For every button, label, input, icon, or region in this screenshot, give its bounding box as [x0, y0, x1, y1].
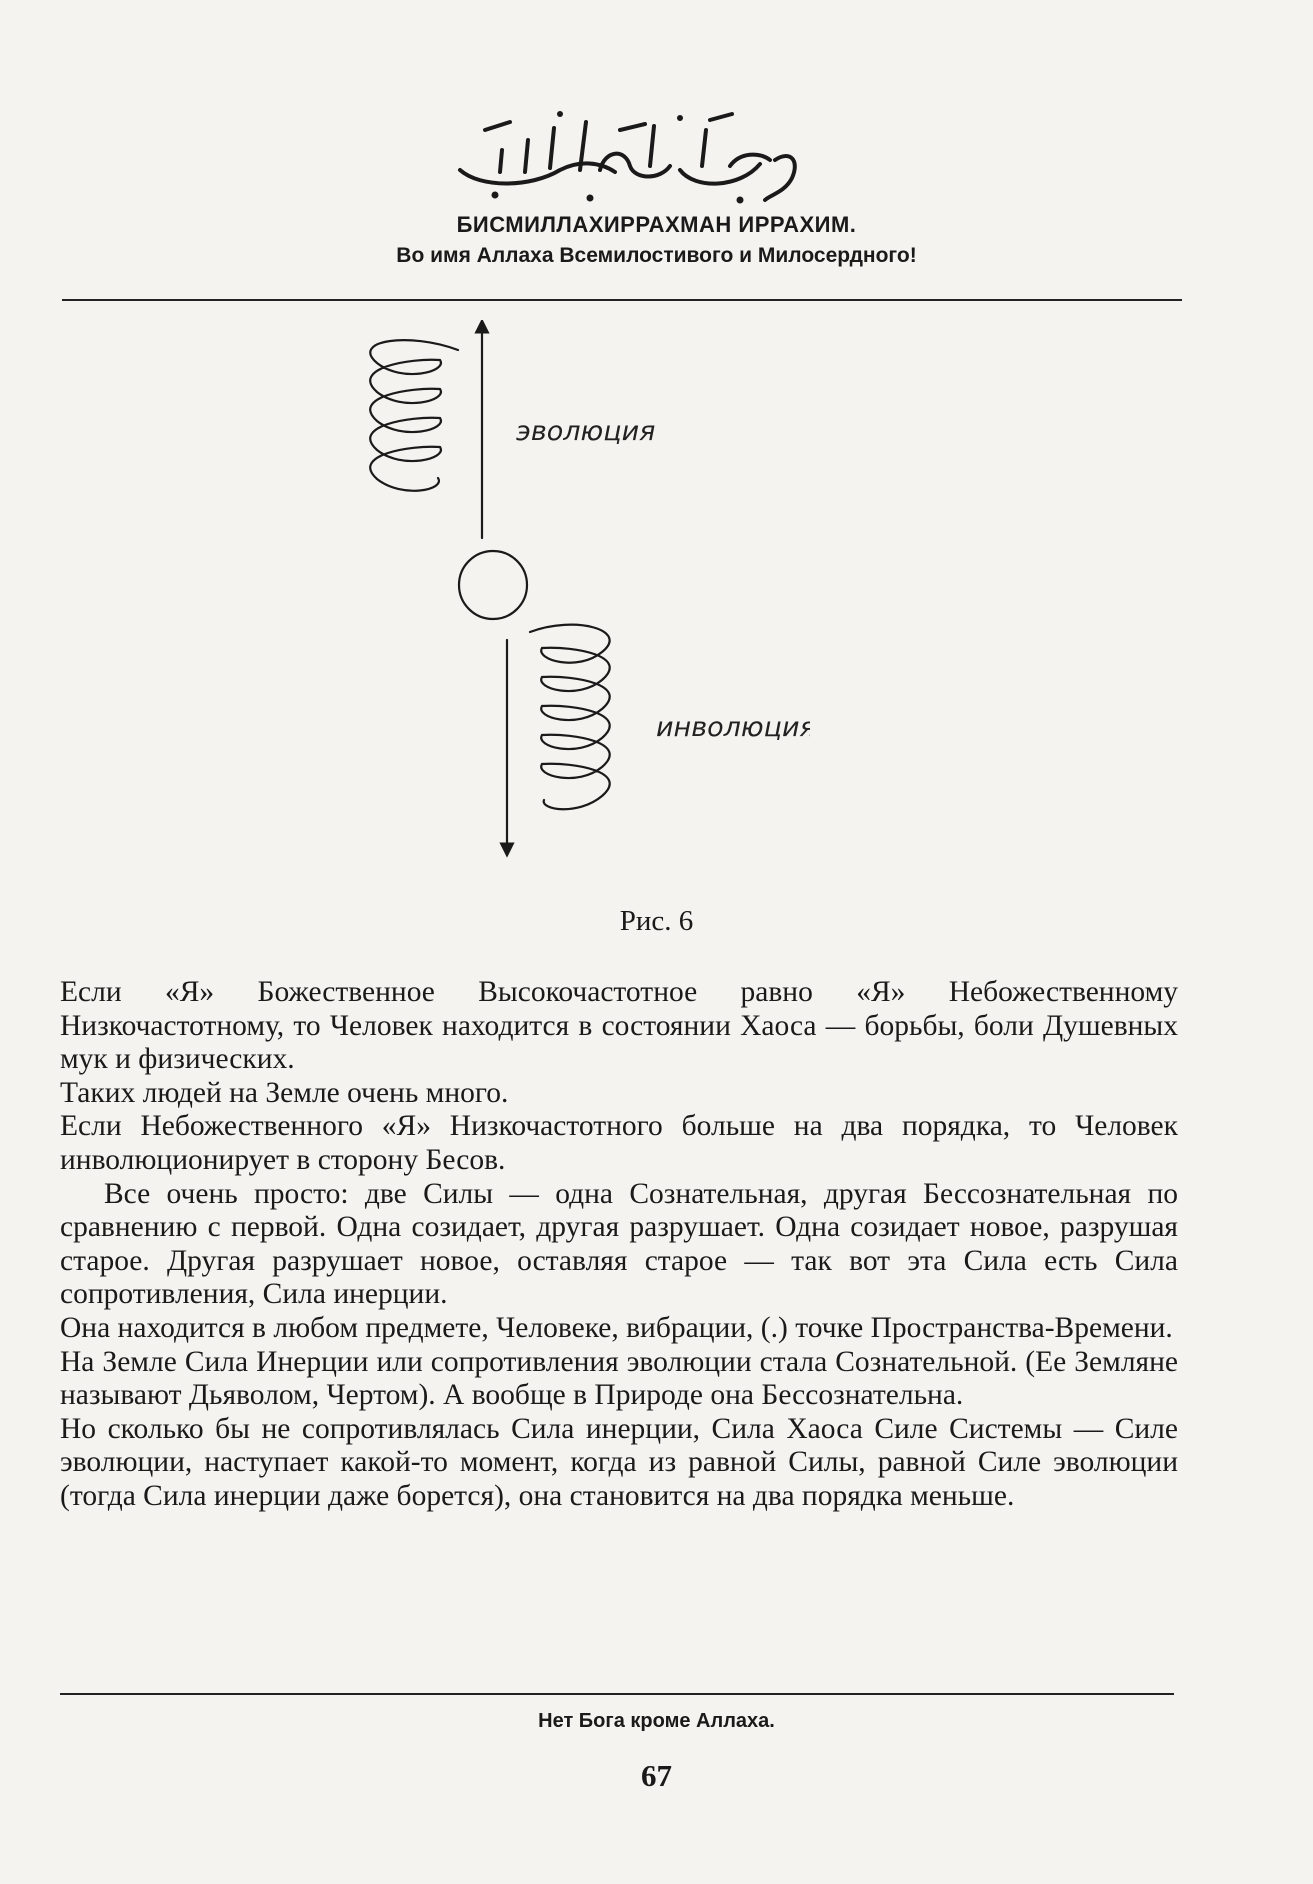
involution-label: инволюция	[656, 712, 810, 743]
basmala-translation: Во имя Аллаха Всемилостивого и Милосердного!	[396, 244, 917, 267]
origin-circle	[459, 551, 527, 619]
basmala-calligraphy	[440, 100, 820, 210]
calligraphy-drawing	[440, 100, 820, 210]
involution-spiral	[530, 625, 610, 810]
header-divider	[62, 299, 1182, 301]
page-number: 67	[641, 1758, 672, 1793]
evolution-spiral	[370, 340, 458, 491]
paragraph: Она находится в любом предмете, Человеке, вибрации, (.) точке Пространства-Времени.	[60, 1311, 1173, 1344]
paragraph: Все очень просто: две Силы — одна Сознательная, другая Бессознательная по сравнению с первой. Одна созидает, другая разрушает. Одна созидает новое, разрушая старое. Другая разрушает новое, оставляя старое — так вот эта Сила есть Сила сопротивления, Сила инерции.	[60, 1177, 1178, 1311]
paragraph: Таких людей на Земле очень много.	[60, 1076, 509, 1109]
paragraph: Но сколько бы не сопротивлялась Сила инерции, Сила Хаоса Силе Системы — Силе эволюции, наступает какой-то момент, когда из равной Силы, равной Силе эволюции (тогда Сила инерции даже борется), она становится на два порядка меньше.	[60, 1412, 1178, 1512]
paragraph: Если «Я» Божественное Высокочастотное равно «Я» Небожественному Низкочастотному, то Человек находится в состоянии Хаоса — борьбы, боли Душевных мук и физических.	[60, 976, 1178, 1076]
footer-divider	[60, 1693, 1174, 1695]
figure-caption: Рис. 6	[619, 905, 694, 937]
footer-motto: Нет Бога кроме Аллаха.	[538, 1710, 775, 1732]
paragraph: Если Небожественного «Я» Низкочастотного больше на два порядка, то Человек инволюционирует в сторону Бесов.	[60, 1110, 1178, 1176]
paragraph: На Земле Сила Инерции или сопротивления эволюции стала Сознательной. (Ее Земляне называют Дьяволом, Чертом). А вообще в Природе она Бессознательна.	[60, 1345, 1178, 1412]
figure-diagram	[330, 320, 810, 870]
evolution-involution-figure	[330, 320, 810, 870]
main-text	[60, 976, 1178, 1514]
evolution-label: эволюция	[516, 416, 656, 447]
basmala-transliteration: БИСМИЛЛАХИРРАХМАН ИРРАХИМ.	[456, 212, 857, 237]
